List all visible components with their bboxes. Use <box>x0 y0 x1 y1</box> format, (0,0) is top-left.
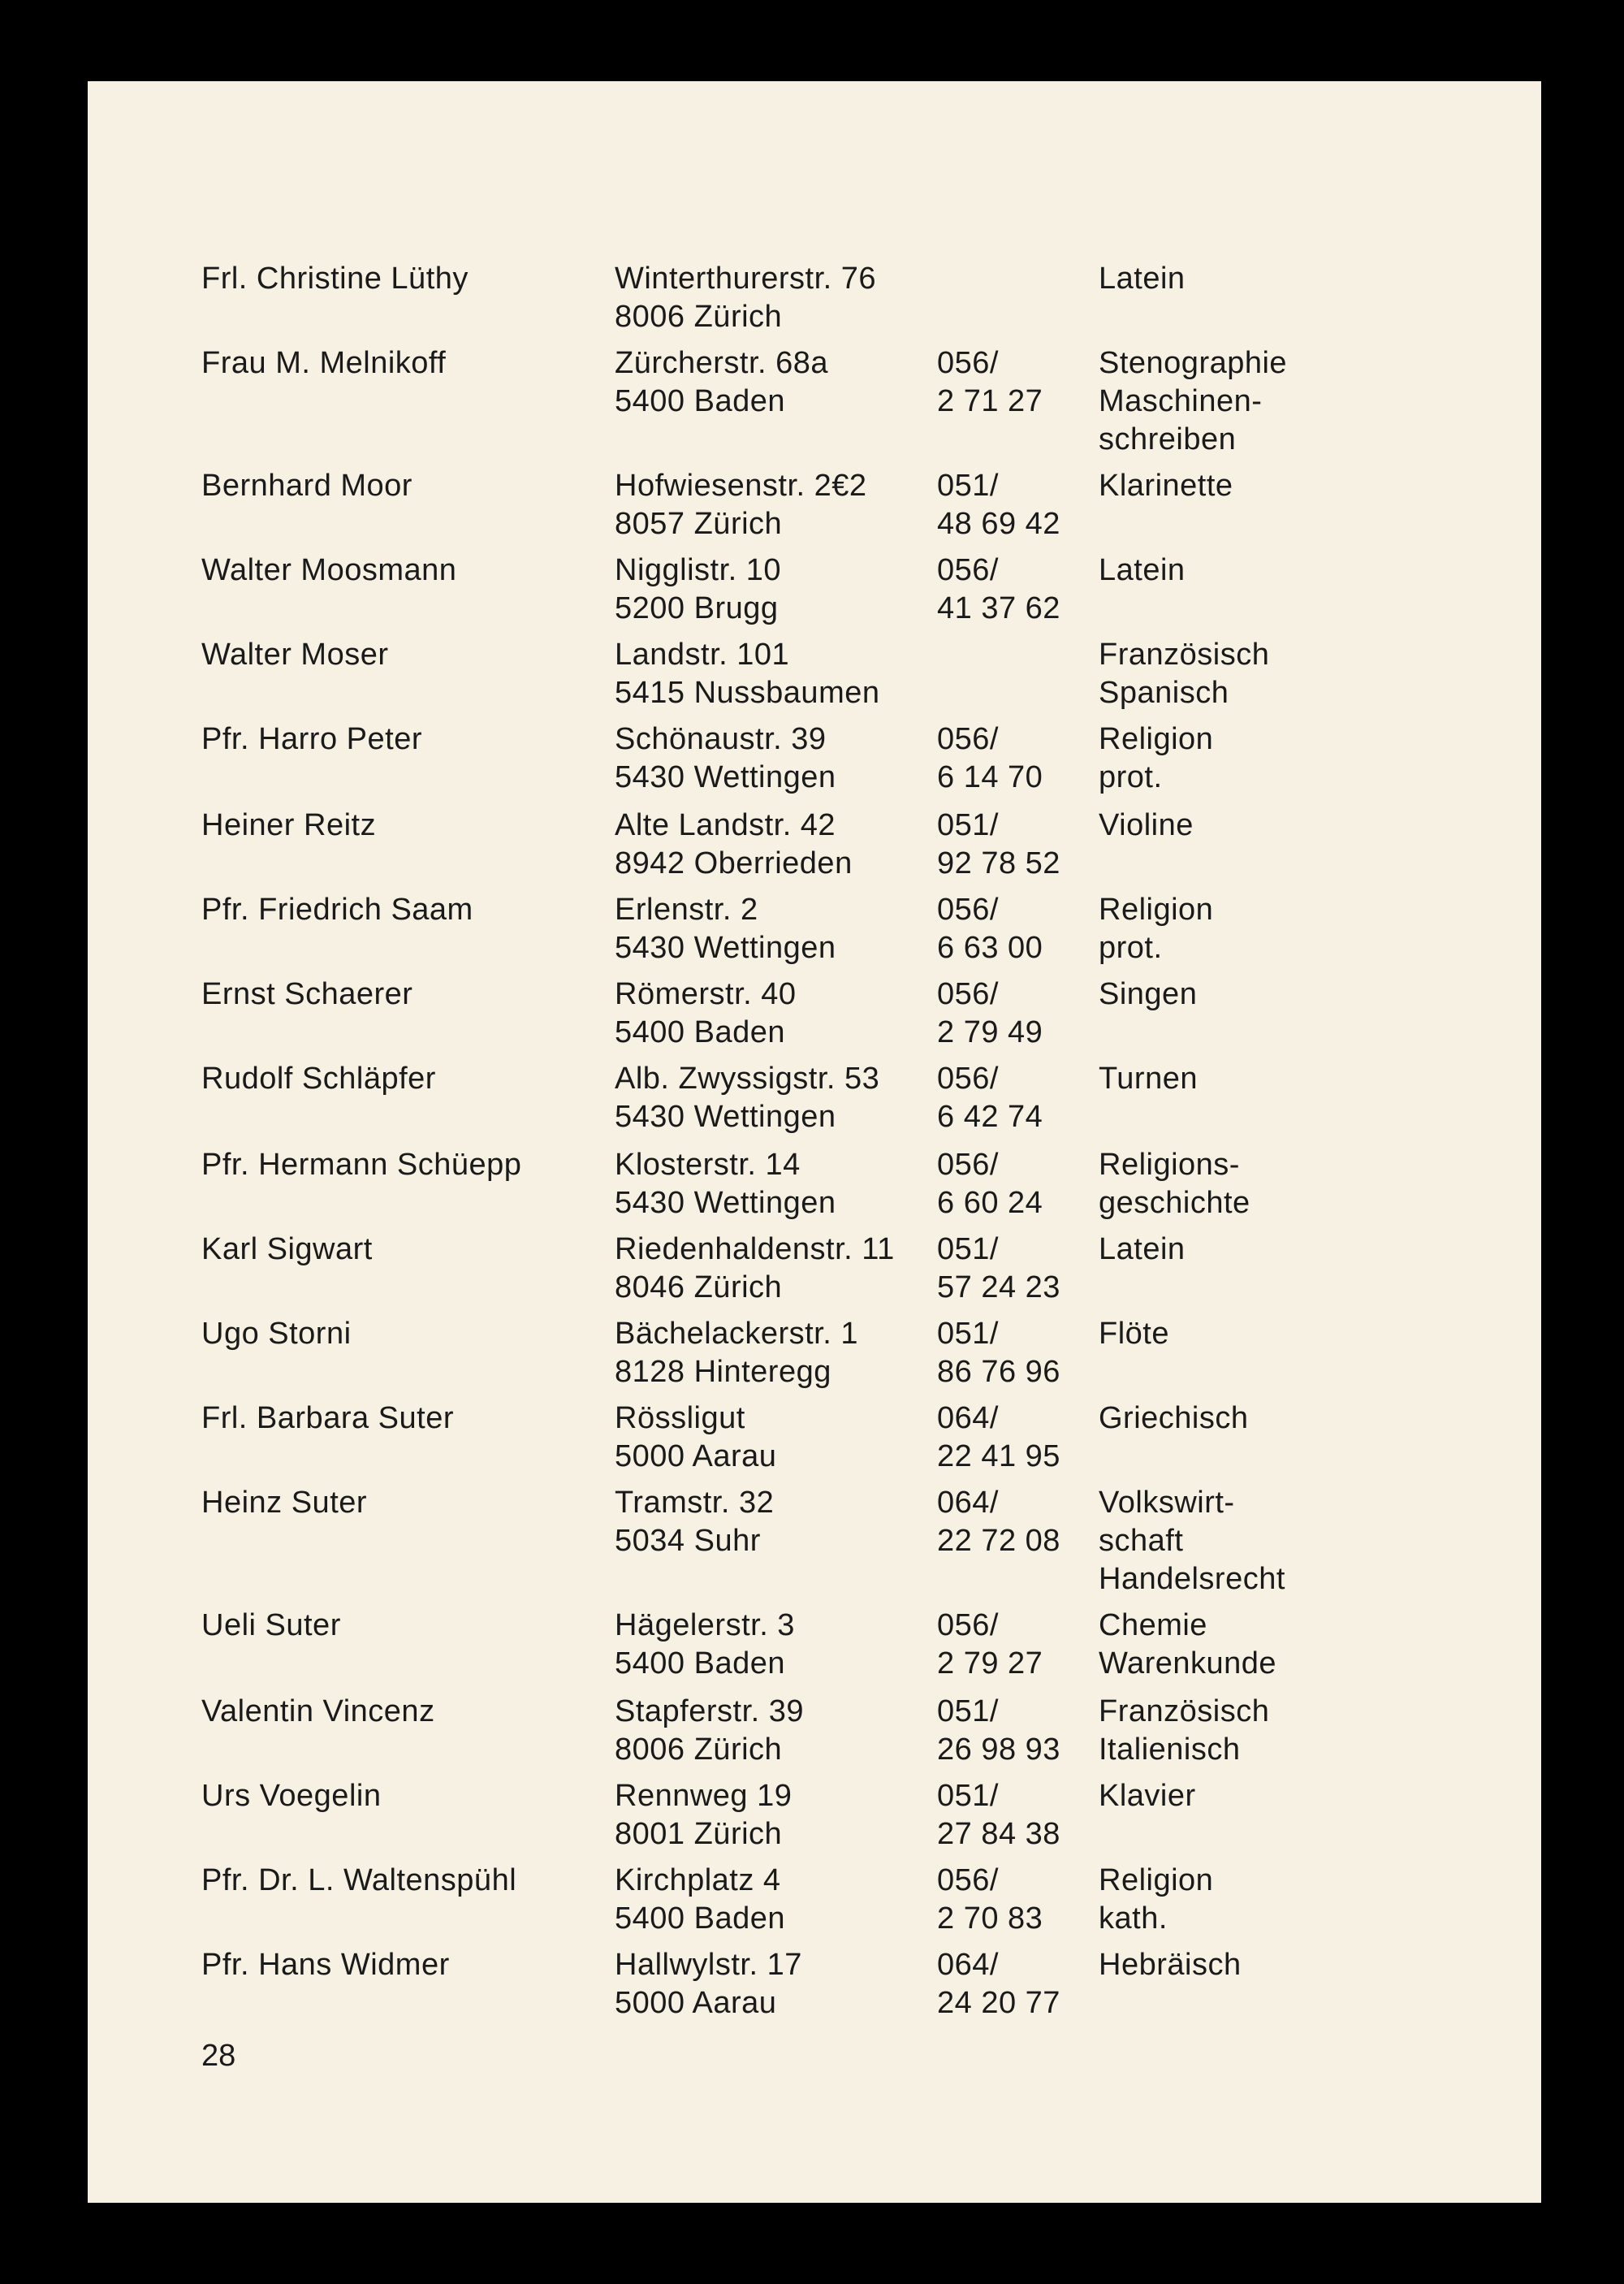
entry-phone-cell <box>937 720 1099 797</box>
entry-phone-cell <box>937 891 1099 967</box>
entry-phone-line: 051/ <box>937 469 999 503</box>
entry-address-line: Bächelackerstr. 1 <box>615 1317 858 1351</box>
directory-entry <box>201 467 1517 543</box>
entry-subject-line: Spanisch <box>1099 676 1229 710</box>
entry-address-line: 8006 Zürich <box>615 1732 783 1767</box>
entry-address-cell <box>615 1607 937 1683</box>
entry-name: Frau M. Melnikoff <box>201 346 447 380</box>
entry-address-line: 8006 Zürich <box>615 300 783 334</box>
entry-phone-cell <box>937 1484 1099 1598</box>
teacher-directory <box>201 252 1517 2022</box>
entry-phone-cell <box>937 552 1099 628</box>
entry-subject-cell <box>1099 891 1513 967</box>
entry-name-cell <box>201 636 615 712</box>
entry-subject-cell <box>1099 344 1513 459</box>
entry-phone-cell <box>937 1946 1099 2022</box>
entry-phone-line: 27 84 38 <box>937 1817 1060 1851</box>
entry-name-cell <box>201 1060 615 1136</box>
entry-subject-line: Handelsrecht <box>1099 1562 1285 1596</box>
entry-address-line: 5415 Nussbaumen <box>615 676 880 710</box>
entry-name: Ugo Storni <box>201 1317 352 1351</box>
entry-subject-line: Latein <box>1099 553 1186 587</box>
entry-address-line: Nigglistr. 10 <box>615 553 782 587</box>
entry-address-line: Hägelerstr. 3 <box>615 1608 795 1642</box>
entry-phone-line: 26 98 93 <box>937 1732 1060 1767</box>
entry-address-line: Zürcherstr. 68a <box>615 346 829 380</box>
entry-address-line: 5430 Wettingen <box>615 760 836 794</box>
entry-address-line: Kirchplatz 4 <box>615 1863 781 1897</box>
entry-phone-line: 056/ <box>937 1062 999 1096</box>
entry-subject-line: Warenkunde <box>1099 1646 1277 1681</box>
entry-phone-line: 051/ <box>937 1317 999 1351</box>
entry-subject-line: Religion <box>1099 893 1214 927</box>
entry-phone-line: 056/ <box>937 1608 999 1642</box>
entry-phone-cell <box>937 1146 1099 1222</box>
entry-subject-line: Latein <box>1099 262 1186 296</box>
directory-entry <box>201 1315 1517 1391</box>
entry-address-line: Hallwylstr. 17 <box>615 1948 802 1982</box>
entry-name: Urs Voegelin <box>201 1779 382 1813</box>
entry-address-cell <box>615 1315 937 1391</box>
entry-name-cell <box>201 1862 615 1938</box>
entry-subject-line: Stenographie <box>1099 346 1288 380</box>
entry-subject-line: Religions- <box>1099 1148 1240 1182</box>
entry-subject-line: Religion <box>1099 722 1214 756</box>
entry-subject-line: Volkswirt- <box>1099 1486 1235 1520</box>
entry-phone-line: 056/ <box>937 553 999 587</box>
entry-address-line: Stapferstr. 39 <box>615 1694 805 1728</box>
entry-subject-cell <box>1099 1315 1513 1391</box>
entry-address-line: Alte Landstr. 42 <box>615 808 836 842</box>
entry-subject-line: schaft <box>1099 1524 1184 1558</box>
entry-name-cell <box>201 260 615 336</box>
entry-address-line: Hofwiesenstr. 2€2 <box>615 469 867 503</box>
entry-address-line: 8128 Hinteregg <box>615 1355 831 1389</box>
directory-entry <box>201 807 1517 883</box>
entry-phone-line: 6 60 24 <box>937 1186 1043 1220</box>
entry-address-cell <box>615 720 937 797</box>
page-number: 28 <box>201 2039 236 2073</box>
entry-address-line: 5000 Aarau <box>615 1986 777 2020</box>
entry-address-line: 5430 Wettingen <box>615 1186 836 1220</box>
entry-phone-line: 056/ <box>937 346 999 380</box>
entry-name-cell <box>201 467 615 543</box>
entry-address-line: Klosterstr. 14 <box>615 1148 801 1182</box>
entry-phone-line: 22 41 95 <box>937 1439 1060 1473</box>
entry-name-cell <box>201 1399 615 1476</box>
entry-address-cell <box>615 1399 937 1476</box>
entry-subject-cell <box>1099 1777 1513 1854</box>
entry-address-line: 5430 Wettingen <box>615 931 836 965</box>
entry-name-cell <box>201 1231 615 1307</box>
entry-phone-cell <box>937 1060 1099 1136</box>
entry-address-cell <box>615 1862 937 1938</box>
entry-subject-cell <box>1099 1399 1513 1476</box>
entry-phone-line: 22 72 08 <box>937 1524 1060 1558</box>
entry-address-cell <box>615 807 937 883</box>
entry-phone-line: 051/ <box>937 1779 999 1813</box>
entry-subject-cell <box>1099 1231 1513 1307</box>
entry-subject-cell <box>1099 975 1513 1052</box>
entry-phone-line: 064/ <box>937 1401 999 1435</box>
entry-name: Pfr. Hans Widmer <box>201 1948 450 1982</box>
entry-address-line: Alb. Zwyssigstr. 53 <box>615 1062 880 1096</box>
directory-entry <box>201 1693 1517 1769</box>
entry-name: Walter Moosmann <box>201 553 457 587</box>
entry-phone-line: 056/ <box>937 893 999 927</box>
entry-subject-line: prot. <box>1099 760 1163 794</box>
directory-entry <box>201 260 1517 336</box>
entry-name-cell <box>201 891 615 967</box>
entry-address-line: Rössligut <box>615 1401 745 1435</box>
entry-phone-cell <box>937 1231 1099 1307</box>
entry-name: Pfr. Harro Peter <box>201 722 422 756</box>
entry-phone-line: 2 79 49 <box>937 1015 1043 1049</box>
directory-entry <box>201 1862 1517 1938</box>
entry-address-line: 5400 Baden <box>615 1646 785 1681</box>
entry-phone-line: 056/ <box>937 1863 999 1897</box>
entry-subject-line: kath. <box>1099 1901 1168 1936</box>
entry-phone-cell <box>937 344 1099 459</box>
entry-name: Karl Sigwart <box>201 1232 373 1266</box>
entry-address-cell <box>615 467 937 543</box>
entry-phone-cell <box>937 1862 1099 1938</box>
entry-subject-line: Turnen <box>1099 1062 1198 1096</box>
entry-phone-line: 051/ <box>937 1694 999 1728</box>
entry-name-cell <box>201 1146 615 1222</box>
directory-entry <box>201 1060 1517 1136</box>
directory-entry <box>201 1146 1517 1222</box>
entry-address-cell <box>615 1693 937 1769</box>
directory-entry <box>201 891 1517 967</box>
entry-address-line: 8942 Oberrieden <box>615 846 853 880</box>
entry-phone-line: 2 79 27 <box>937 1646 1043 1681</box>
entry-subject-line: schreiben <box>1099 422 1237 456</box>
entry-address-cell <box>615 260 937 336</box>
entry-address-cell <box>615 891 937 967</box>
entry-address-line: Schönaustr. 39 <box>615 722 827 756</box>
entry-name: Heinz Suter <box>201 1486 368 1520</box>
entry-address-line: 5400 Baden <box>615 1015 785 1049</box>
entry-name: Pfr. Hermann Schüepp <box>201 1148 522 1182</box>
entry-phone-line: 2 71 27 <box>937 384 1043 418</box>
entry-name: Ernst Schaerer <box>201 977 413 1011</box>
entry-subject-line: Französisch <box>1099 1694 1270 1728</box>
entry-name: Ueli Suter <box>201 1608 341 1642</box>
entry-subject-line: Latein <box>1099 1232 1186 1266</box>
entry-name: Pfr. Friedrich Saam <box>201 893 473 927</box>
entry-address-cell <box>615 1231 937 1307</box>
entry-address-line: Erlenstr. 2 <box>615 893 758 927</box>
entry-subject-line: Flöte <box>1099 1317 1169 1351</box>
entry-address-cell <box>615 1946 937 2022</box>
entry-phone-line: 48 69 42 <box>937 507 1060 541</box>
entry-subject-line: Chemie <box>1099 1608 1207 1642</box>
entry-phone-line: 064/ <box>937 1486 999 1520</box>
entry-address-line: 8001 Zürich <box>615 1817 783 1851</box>
entry-subject-cell <box>1099 807 1513 883</box>
entry-name: Bernhard Moor <box>201 469 412 503</box>
entry-name: Frl. Christine Lüthy <box>201 262 469 296</box>
entry-address-line: 5200 Brugg <box>615 591 779 625</box>
directory-entry <box>201 1399 1517 1476</box>
entry-phone-line: 6 14 70 <box>937 760 1043 794</box>
entry-name: Rudolf Schläpfer <box>201 1062 436 1096</box>
entry-address-line: Rennweg 19 <box>615 1779 793 1813</box>
entry-address-line: 8057 Zürich <box>615 507 783 541</box>
entry-subject-line: Hebräisch <box>1099 1948 1242 1982</box>
entry-address-line: Riedenhaldenstr. 11 <box>615 1232 895 1266</box>
entry-phone-line: 6 42 74 <box>937 1100 1043 1134</box>
entry-address-cell <box>615 1484 937 1598</box>
entry-name-cell <box>201 1946 615 2022</box>
entry-subject-cell <box>1099 1146 1513 1222</box>
entry-phone-cell <box>937 636 1099 712</box>
entry-address-line: 5034 Suhr <box>615 1524 761 1558</box>
entry-phone-line: 056/ <box>937 1148 999 1182</box>
directory-entry <box>201 1777 1517 1854</box>
entry-subject-cell <box>1099 636 1513 712</box>
entry-name-cell <box>201 807 615 883</box>
entry-name: Pfr. Dr. L. Waltenspühl <box>201 1863 517 1897</box>
entry-phone-line: 92 78 52 <box>937 846 1060 880</box>
entry-phone-cell <box>937 1315 1099 1391</box>
entry-address-cell <box>615 975 937 1052</box>
entry-subject-cell <box>1099 720 1513 797</box>
entry-name-cell <box>201 552 615 628</box>
directory-entry <box>201 1946 1517 2022</box>
entry-subject-cell <box>1099 1693 1513 1769</box>
directory-entry <box>201 552 1517 628</box>
entry-subject-cell <box>1099 1607 1513 1683</box>
entry-subject-line: Religion <box>1099 1863 1214 1897</box>
entry-name-cell <box>201 975 615 1052</box>
entry-subject-line: Französisch <box>1099 638 1270 672</box>
entry-phone-cell <box>937 467 1099 543</box>
entry-address-cell <box>615 636 937 712</box>
entry-subject-line: Klarinette <box>1099 469 1233 503</box>
entry-subject-line: Griechisch <box>1099 1401 1249 1435</box>
entry-subject-line: prot. <box>1099 931 1163 965</box>
entry-phone-line: 056/ <box>937 722 999 756</box>
entry-phone-cell <box>937 975 1099 1052</box>
entry-subject-cell <box>1099 1862 1513 1938</box>
entry-subject-cell <box>1099 1484 1513 1598</box>
entry-address-line: 5000 Aarau <box>615 1439 777 1473</box>
entry-phone-line: 41 37 62 <box>937 591 1060 625</box>
entry-phone-cell <box>937 1399 1099 1476</box>
entry-name-cell <box>201 1777 615 1854</box>
entry-phone-line: 57 24 23 <box>937 1270 1060 1304</box>
entry-subject-cell <box>1099 1946 1513 2022</box>
entry-address-line: 5400 Baden <box>615 384 785 418</box>
entry-subject-line: Maschinen- <box>1099 384 1263 418</box>
entry-name-cell <box>201 1693 615 1769</box>
entry-name: Frl. Barbara Suter <box>201 1401 454 1435</box>
entry-phone-cell <box>937 1693 1099 1769</box>
entry-address-cell <box>615 1146 937 1222</box>
directory-entry <box>201 975 1517 1052</box>
entry-subject-cell <box>1099 552 1513 628</box>
entry-name-cell <box>201 344 615 459</box>
entry-address-line: Römerstr. 40 <box>615 977 797 1011</box>
entry-subject-cell <box>1099 1060 1513 1136</box>
entry-subject-cell <box>1099 467 1513 543</box>
directory-entry <box>201 636 1517 712</box>
entry-address-line: Winterthurerstr. 76 <box>615 262 877 296</box>
entry-phone-cell <box>937 1777 1099 1854</box>
entry-subject-line: Klavier <box>1099 1779 1196 1813</box>
entry-subject-line: Italienisch <box>1099 1732 1241 1767</box>
entry-phone-cell <box>937 1607 1099 1683</box>
directory-entry <box>201 720 1517 797</box>
entry-subject-cell <box>1099 260 1513 336</box>
entry-phone-cell <box>937 260 1099 336</box>
directory-entry <box>201 344 1517 459</box>
entry-phone-line: 056/ <box>937 977 999 1011</box>
entry-phone-line: 6 63 00 <box>937 931 1043 965</box>
entry-address-line: 8046 Zürich <box>615 1270 783 1304</box>
entry-address-line: 5430 Wettingen <box>615 1100 836 1134</box>
entry-subject-line: Singen <box>1099 977 1198 1011</box>
entry-subject-line: Violine <box>1099 808 1194 842</box>
entry-address-cell <box>615 552 937 628</box>
entry-address-line: Tramstr. 32 <box>615 1486 775 1520</box>
entry-address-cell <box>615 1777 937 1854</box>
document-page <box>88 81 1541 2203</box>
entry-name-cell <box>201 1484 615 1598</box>
entry-phone-cell <box>937 807 1099 883</box>
entry-subject-line: geschichte <box>1099 1186 1250 1220</box>
entry-name-cell <box>201 1315 615 1391</box>
directory-entry <box>201 1484 1517 1598</box>
entry-name: Walter Moser <box>201 638 389 672</box>
entry-name: Heiner Reitz <box>201 808 377 842</box>
entry-phone-line: 24 20 77 <box>937 1986 1060 2020</box>
entry-phone-line: 86 76 96 <box>937 1355 1060 1389</box>
directory-entry <box>201 1231 1517 1307</box>
entry-address-line: Landstr. 101 <box>615 638 790 672</box>
entry-name: Valentin Vincenz <box>201 1694 435 1728</box>
entry-address-line: 5400 Baden <box>615 1901 785 1936</box>
entry-address-cell <box>615 1060 937 1136</box>
directory-entry <box>201 1607 1517 1683</box>
entry-name-cell <box>201 1607 615 1683</box>
entry-phone-line: 2 70 83 <box>937 1901 1043 1936</box>
entry-phone-line: 051/ <box>937 808 999 842</box>
entry-phone-line: 051/ <box>937 1232 999 1266</box>
entry-name-cell <box>201 720 615 797</box>
entry-address-cell <box>615 344 937 459</box>
entry-phone-line: 064/ <box>937 1948 999 1982</box>
